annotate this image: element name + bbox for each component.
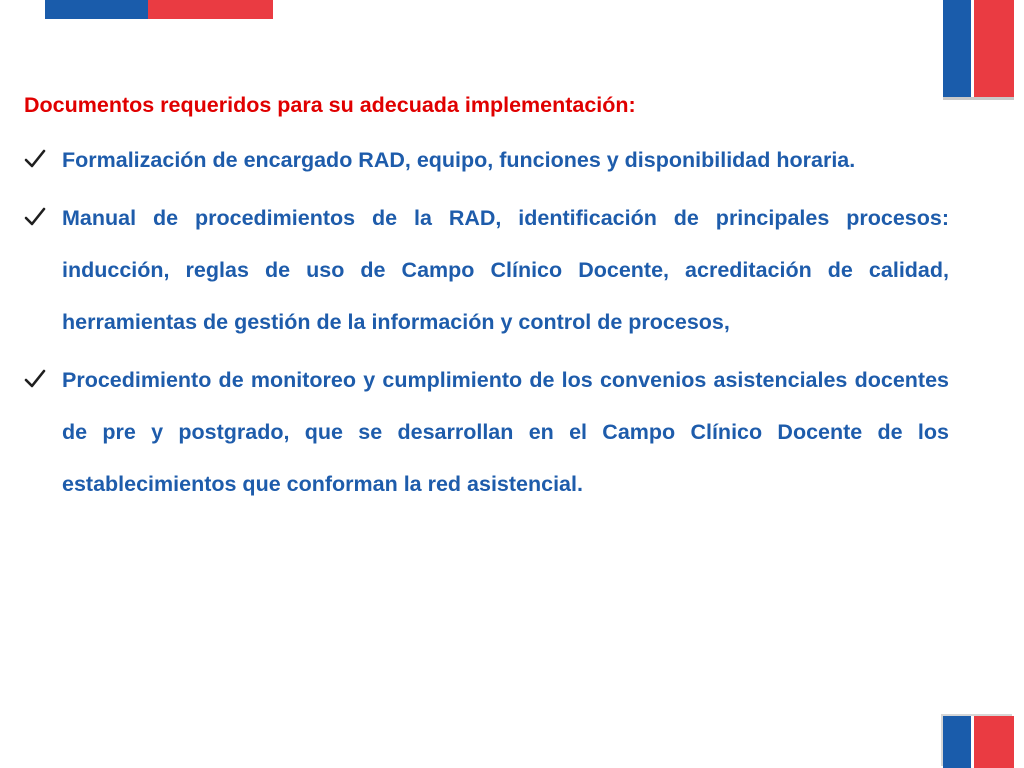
top-bar-blue-segment [45, 0, 148, 19]
slide-heading: Documentos requeridos para su adecuada implementación: [24, 93, 636, 117]
flag-red-stripe [974, 716, 1014, 768]
list-item-text: Manual de procedimientos de la RAD, identificación de principales procesos: inducción, reglas de uso de Campo Clínico Docente, acreditación de calidad, herramientas de gestión de la información y control de procesos, [62, 206, 949, 334]
list-item [24, 354, 949, 510]
slide-content [24, 90, 949, 516]
top-brand-bar [45, 0, 273, 19]
flag-blue-stripe [943, 716, 974, 768]
requirements-list [24, 134, 949, 510]
checkmark-icon [24, 368, 46, 390]
list-item-text: Formalización de encargado RAD, equipo, funciones y disponibilidad horaria. [62, 148, 856, 172]
top-right-flag-decoration [943, 0, 1014, 97]
list-item [24, 134, 949, 186]
top-bar-red-segment [148, 0, 273, 19]
checkmark-icon [24, 148, 46, 170]
list-item-text: Procedimiento de monitoreo y cumplimiento de los convenios asistenciales docentes de pre y postgrado, que se desarrollan en el Campo Clínico Docente de los establecimientos que conforman la red asistencial. [62, 368, 949, 496]
flag-blue-stripe [943, 0, 974, 97]
checkmark-icon [24, 206, 46, 228]
bottom-right-flag-decoration [943, 716, 1014, 768]
list-item [24, 192, 949, 348]
flag-red-stripe [974, 0, 1014, 97]
